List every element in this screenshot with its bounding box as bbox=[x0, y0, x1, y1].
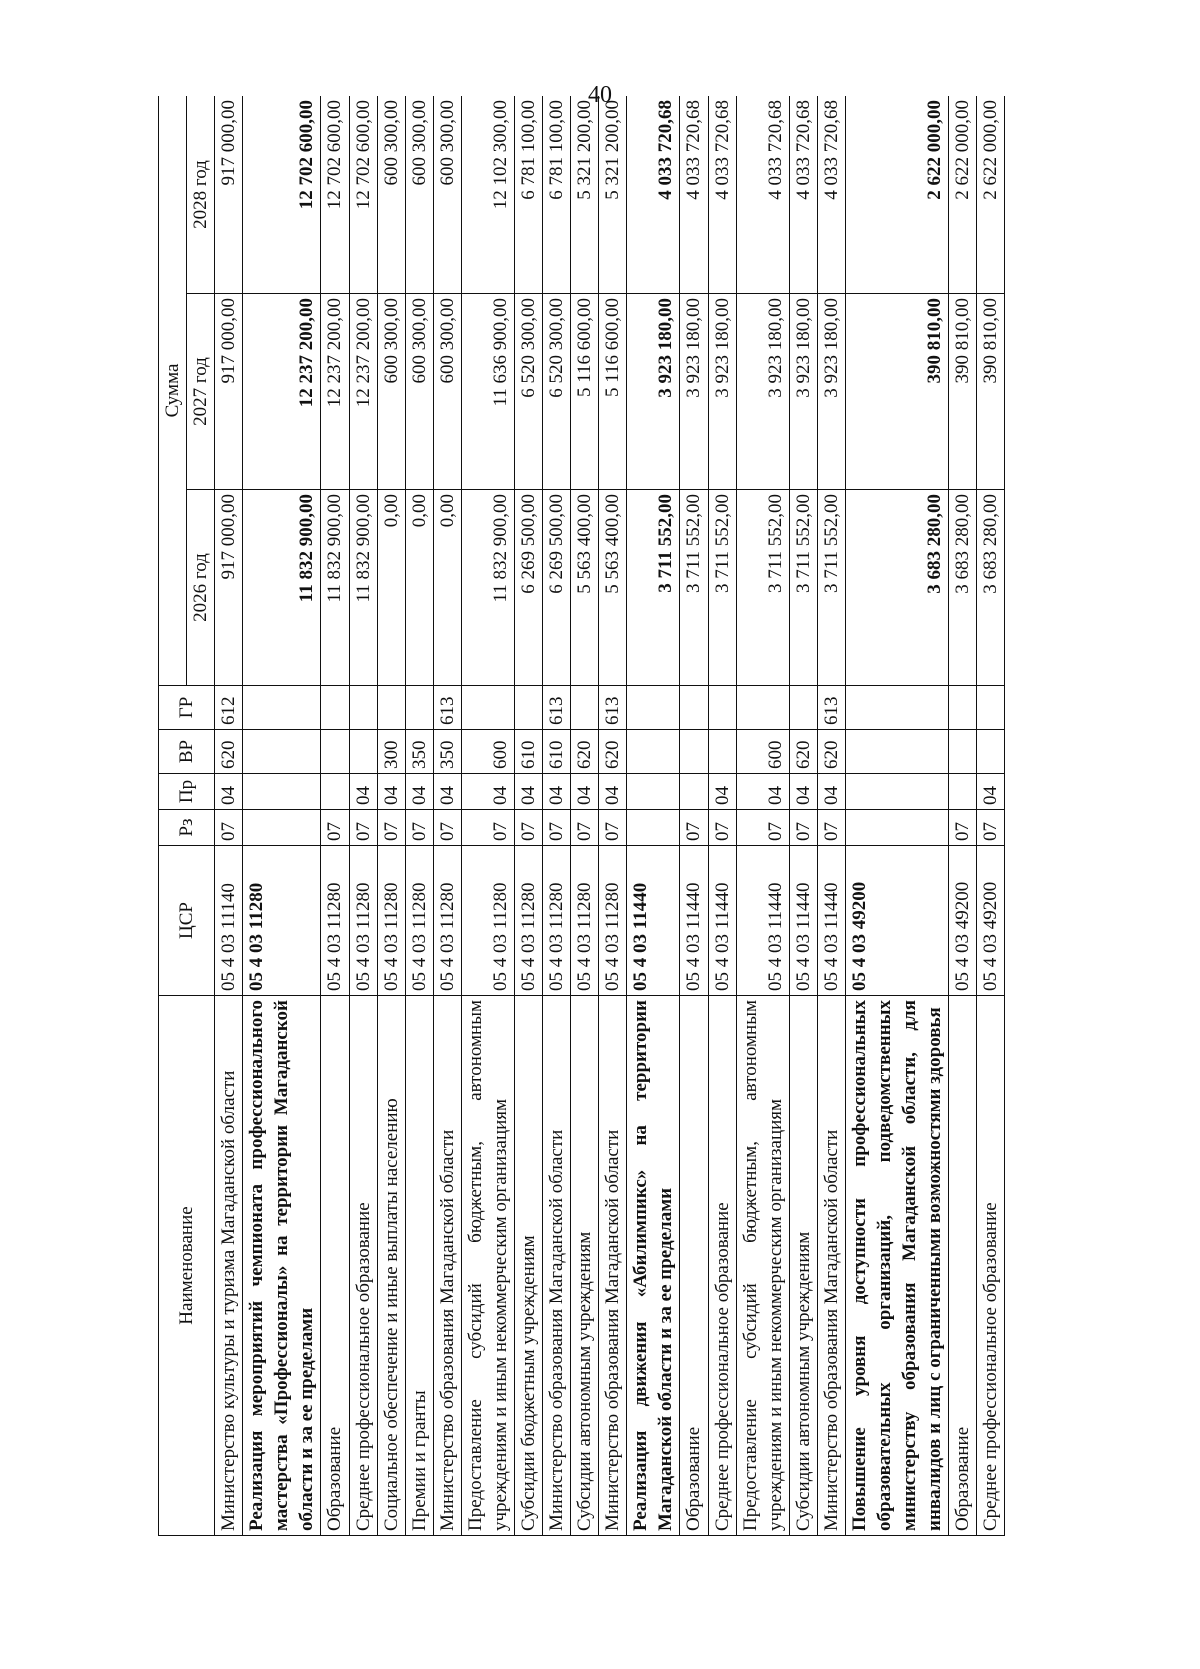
cell-2027: 3 923 180,00 bbox=[789, 294, 817, 490]
cell-name: Реализация мероприятий чемпионата профессионального мастерства «Профессионалы» на территории Магаданской области и за ее пределами bbox=[243, 996, 321, 1536]
header-pr: Пр bbox=[159, 774, 215, 810]
cell-2026: 3 711 552,00 bbox=[680, 490, 708, 686]
table-row bbox=[627, 96, 680, 1536]
cell-2026: 3 711 552,00 bbox=[627, 490, 680, 686]
cell-name: Предоставление субсидий бюджетным, автономным учреждениям и иным некоммерческим организациям bbox=[736, 996, 789, 1536]
cell-name: Министерство культуры и туризма Магаданской области bbox=[215, 996, 243, 1536]
cell-vr: 620 bbox=[599, 730, 627, 774]
cell-2028: 12 702 600,00 bbox=[349, 96, 377, 294]
cell-vr: 350 bbox=[433, 730, 461, 774]
cell-csr: 05 4 03 11440 bbox=[736, 846, 789, 996]
cell-2028: 2 622 000,00 bbox=[845, 96, 948, 294]
cell-rz: 07 bbox=[817, 810, 845, 846]
cell-pr: 04 bbox=[599, 774, 627, 810]
cell-vr: 620 bbox=[789, 730, 817, 774]
cell-rz: 07 bbox=[405, 810, 433, 846]
cell-vr: 600 bbox=[461, 730, 514, 774]
cell-rz: 07 bbox=[433, 810, 461, 846]
cell-vr bbox=[977, 730, 1005, 774]
cell-pr: 04 bbox=[571, 774, 599, 810]
cell-rz: 07 bbox=[708, 810, 736, 846]
cell-name: Среднее профессиональное образование bbox=[708, 996, 736, 1536]
cell-name: Субсидии бюджетным учреждениям bbox=[515, 996, 543, 1536]
cell-2027: 390 810,00 bbox=[845, 294, 948, 490]
cell-name: Субсидии автономным учреждениям bbox=[571, 996, 599, 1536]
budget-table bbox=[158, 96, 1005, 1536]
cell-gr bbox=[461, 686, 514, 730]
header-year-2026: 2026 год bbox=[187, 490, 215, 686]
cell-csr: 05 4 03 11280 bbox=[243, 846, 321, 996]
cell-2028: 4 033 720,68 bbox=[817, 96, 845, 294]
cell-vr bbox=[349, 730, 377, 774]
header-rz: Рз bbox=[159, 810, 215, 846]
cell-gr: 613 bbox=[433, 686, 461, 730]
cell-2027: 917 000,00 bbox=[215, 294, 243, 490]
cell-2026: 3 683 280,00 bbox=[845, 490, 948, 686]
cell-vr bbox=[243, 730, 321, 774]
cell-2027: 11 636 900,00 bbox=[461, 294, 514, 490]
cell-2026: 11 832 900,00 bbox=[349, 490, 377, 686]
table-row bbox=[708, 96, 736, 1536]
table-row bbox=[817, 96, 845, 1536]
cell-csr: 05 4 03 11440 bbox=[817, 846, 845, 996]
cell-name: Образование bbox=[321, 996, 349, 1536]
cell-csr: 05 4 03 11280 bbox=[321, 846, 349, 996]
cell-csr: 05 4 03 11280 bbox=[543, 846, 571, 996]
cell-vr: 620 bbox=[215, 730, 243, 774]
header-csr: ЦСР bbox=[159, 846, 215, 996]
cell-csr: 05 4 03 11140 bbox=[215, 846, 243, 996]
cell-csr: 05 4 03 11440 bbox=[708, 846, 736, 996]
page-number: 40 bbox=[588, 82, 612, 108]
cell-rz: 07 bbox=[543, 810, 571, 846]
cell-name: Среднее профессиональное образование bbox=[349, 996, 377, 1536]
cell-rz: 07 bbox=[736, 810, 789, 846]
cell-pr: 04 bbox=[405, 774, 433, 810]
cell-csr: 05 4 03 11280 bbox=[461, 846, 514, 996]
cell-rz bbox=[627, 810, 680, 846]
cell-2028: 600 300,00 bbox=[405, 96, 433, 294]
cell-pr: 04 bbox=[543, 774, 571, 810]
cell-vr bbox=[321, 730, 349, 774]
cell-2027: 3 923 180,00 bbox=[817, 294, 845, 490]
cell-2027: 600 300,00 bbox=[405, 294, 433, 490]
cell-csr: 05 4 03 11440 bbox=[680, 846, 708, 996]
cell-rz: 07 bbox=[377, 810, 405, 846]
cell-name: Среднее профессиональное образование bbox=[977, 996, 1005, 1536]
cell-csr: 05 4 03 11280 bbox=[433, 846, 461, 996]
cell-gr bbox=[977, 686, 1005, 730]
cell-2028: 4 033 720,68 bbox=[789, 96, 817, 294]
cell-gr bbox=[571, 686, 599, 730]
cell-csr: 05 4 03 11280 bbox=[515, 846, 543, 996]
cell-gr bbox=[405, 686, 433, 730]
cell-rz: 07 bbox=[349, 810, 377, 846]
cell-pr: 04 bbox=[349, 774, 377, 810]
cell-2028: 12 102 300,00 bbox=[461, 96, 514, 294]
cell-pr: 04 bbox=[433, 774, 461, 810]
cell-vr: 610 bbox=[543, 730, 571, 774]
cell-2026: 3 683 280,00 bbox=[949, 490, 977, 686]
cell-pr: 04 bbox=[789, 774, 817, 810]
cell-2026: 11 832 900,00 bbox=[461, 490, 514, 686]
cell-rz: 07 bbox=[571, 810, 599, 846]
cell-2026: 3 683 280,00 bbox=[977, 490, 1005, 686]
cell-rz: 07 bbox=[215, 810, 243, 846]
cell-2028: 917 000,00 bbox=[215, 96, 243, 294]
cell-name: Образование bbox=[680, 996, 708, 1536]
cell-rz: 07 bbox=[977, 810, 1005, 846]
table-row bbox=[949, 96, 977, 1536]
cell-rz: 07 bbox=[949, 810, 977, 846]
cell-name: Повышение уровня доступности профессиональных образовательных организаций, подведомственных министерству образования Магаданской области, для инвалидов и лиц с ограниченными возможностями здоровья bbox=[845, 996, 948, 1536]
cell-gr bbox=[377, 686, 405, 730]
cell-2028: 5 321 200,00 bbox=[599, 96, 627, 294]
cell-2026: 0,00 bbox=[377, 490, 405, 686]
cell-name: Реализация движения «Абилимпикс» на территории Магаданской области и за ее пределами bbox=[627, 996, 680, 1536]
cell-2026: 3 711 552,00 bbox=[708, 490, 736, 686]
cell-gr bbox=[627, 686, 680, 730]
header-vr: ВР bbox=[159, 730, 215, 774]
table-row bbox=[515, 96, 543, 1536]
cell-vr bbox=[708, 730, 736, 774]
cell-gr bbox=[789, 686, 817, 730]
cell-pr bbox=[321, 774, 349, 810]
cell-rz: 07 bbox=[789, 810, 817, 846]
cell-pr: 04 bbox=[817, 774, 845, 810]
cell-2026: 6 269 500,00 bbox=[543, 490, 571, 686]
cell-rz: 07 bbox=[321, 810, 349, 846]
cell-2026: 11 832 900,00 bbox=[243, 490, 321, 686]
cell-vr: 620 bbox=[571, 730, 599, 774]
cell-gr bbox=[321, 686, 349, 730]
header-year-2028: 2028 год bbox=[187, 96, 215, 294]
cell-gr: 613 bbox=[817, 686, 845, 730]
table-row bbox=[321, 96, 349, 1536]
cell-gr bbox=[845, 686, 948, 730]
cell-2026: 6 269 500,00 bbox=[515, 490, 543, 686]
table-row bbox=[215, 96, 243, 1536]
table-row bbox=[433, 96, 461, 1536]
cell-rz: 07 bbox=[461, 810, 514, 846]
cell-2028: 4 033 720,68 bbox=[736, 96, 789, 294]
table-header bbox=[159, 96, 215, 1536]
cell-2027: 3 923 180,00 bbox=[736, 294, 789, 490]
cell-pr: 04 bbox=[377, 774, 405, 810]
cell-pr: 04 bbox=[977, 774, 1005, 810]
cell-gr: 613 bbox=[599, 686, 627, 730]
rotated-table-frame bbox=[158, 96, 1064, 1536]
cell-2026: 3 711 552,00 bbox=[817, 490, 845, 686]
cell-csr: 05 4 03 11280 bbox=[599, 846, 627, 996]
cell-2027: 12 237 200,00 bbox=[321, 294, 349, 490]
cell-2028: 4 033 720,68 bbox=[708, 96, 736, 294]
cell-2026: 917 000,00 bbox=[215, 490, 243, 686]
cell-2027: 3 923 180,00 bbox=[708, 294, 736, 490]
cell-2028: 4 033 720,68 bbox=[627, 96, 680, 294]
cell-gr bbox=[349, 686, 377, 730]
cell-2026: 0,00 bbox=[405, 490, 433, 686]
cell-rz: 07 bbox=[515, 810, 543, 846]
cell-name: Министерство образования Магаданской области bbox=[599, 996, 627, 1536]
cell-2027: 6 520 300,00 bbox=[543, 294, 571, 490]
table-row bbox=[243, 96, 321, 1536]
cell-name: Субсидии автономным учреждениям bbox=[789, 996, 817, 1536]
cell-2028: 6 781 100,00 bbox=[515, 96, 543, 294]
cell-vr bbox=[627, 730, 680, 774]
cell-csr: 05 4 03 49200 bbox=[977, 846, 1005, 996]
cell-2026: 5 563 400,00 bbox=[599, 490, 627, 686]
cell-2026: 11 832 900,00 bbox=[321, 490, 349, 686]
cell-rz bbox=[845, 810, 948, 846]
header-sum: Сумма bbox=[159, 96, 187, 686]
cell-pr: 04 bbox=[736, 774, 789, 810]
header-year-2027: 2027 год bbox=[187, 294, 215, 490]
cell-csr: 05 4 03 49200 bbox=[949, 846, 977, 996]
cell-pr: 04 bbox=[215, 774, 243, 810]
cell-vr: 610 bbox=[515, 730, 543, 774]
table-row bbox=[349, 96, 377, 1536]
cell-gr bbox=[243, 686, 321, 730]
cell-2027: 5 116 600,00 bbox=[599, 294, 627, 490]
cell-pr bbox=[243, 774, 321, 810]
cell-pr: 04 bbox=[708, 774, 736, 810]
cell-2028: 2 622 000,00 bbox=[977, 96, 1005, 294]
rotated-page-content bbox=[158, 96, 1064, 1536]
cell-pr bbox=[627, 774, 680, 810]
cell-2027: 5 116 600,00 bbox=[571, 294, 599, 490]
cell-csr: 05 4 03 49200 bbox=[845, 846, 948, 996]
cell-rz: 07 bbox=[599, 810, 627, 846]
cell-name: Предоставление субсидий бюджетным, автономным учреждениям и иным некоммерческим организациям bbox=[461, 996, 514, 1536]
cell-2027: 390 810,00 bbox=[977, 294, 1005, 490]
table-row bbox=[543, 96, 571, 1536]
cell-2027: 3 923 180,00 bbox=[680, 294, 708, 490]
cell-gr bbox=[736, 686, 789, 730]
cell-2027: 12 237 200,00 bbox=[349, 294, 377, 490]
cell-name: Министерство образования Магаданской области bbox=[543, 996, 571, 1536]
cell-2027: 390 810,00 bbox=[949, 294, 977, 490]
cell-name: Социальное обеспечение и иные выплаты населению bbox=[377, 996, 405, 1536]
cell-csr: 05 4 03 11280 bbox=[377, 846, 405, 996]
table-row bbox=[571, 96, 599, 1536]
cell-gr: 613 bbox=[543, 686, 571, 730]
cell-2027: 3 923 180,00 bbox=[627, 294, 680, 490]
cell-vr bbox=[680, 730, 708, 774]
cell-name: Премии и гранты bbox=[405, 996, 433, 1536]
table-row bbox=[599, 96, 627, 1536]
cell-2028: 2 622 000,00 bbox=[949, 96, 977, 294]
cell-rz: 07 bbox=[680, 810, 708, 846]
cell-gr bbox=[949, 686, 977, 730]
cell-pr bbox=[949, 774, 977, 810]
cell-vr bbox=[845, 730, 948, 774]
header-gr: ГР bbox=[159, 686, 215, 730]
cell-2026: 0,00 bbox=[433, 490, 461, 686]
table-row bbox=[680, 96, 708, 1536]
cell-2028: 600 300,00 bbox=[377, 96, 405, 294]
cell-2027: 6 520 300,00 bbox=[515, 294, 543, 490]
cell-vr: 300 bbox=[377, 730, 405, 774]
cell-2028: 6 781 100,00 bbox=[543, 96, 571, 294]
cell-vr: 600 bbox=[736, 730, 789, 774]
cell-2028: 12 702 600,00 bbox=[243, 96, 321, 294]
cell-2026: 3 711 552,00 bbox=[736, 490, 789, 686]
cell-csr: 05 4 03 11440 bbox=[627, 846, 680, 996]
cell-gr bbox=[708, 686, 736, 730]
table-body bbox=[215, 96, 1005, 1536]
cell-2028: 12 702 600,00 bbox=[321, 96, 349, 294]
cell-vr bbox=[949, 730, 977, 774]
cell-pr: 04 bbox=[515, 774, 543, 810]
cell-csr: 05 4 03 11280 bbox=[349, 846, 377, 996]
cell-2027: 600 300,00 bbox=[377, 294, 405, 490]
cell-gr bbox=[515, 686, 543, 730]
cell-gr bbox=[680, 686, 708, 730]
cell-2027: 600 300,00 bbox=[433, 294, 461, 490]
cell-2028: 600 300,00 bbox=[433, 96, 461, 294]
cell-gr: 612 bbox=[215, 686, 243, 730]
table-row bbox=[377, 96, 405, 1536]
table-row bbox=[845, 96, 948, 1536]
cell-pr bbox=[680, 774, 708, 810]
cell-2026: 5 563 400,00 bbox=[571, 490, 599, 686]
cell-vr: 620 bbox=[817, 730, 845, 774]
cell-name: Образование bbox=[949, 996, 977, 1536]
cell-2028: 4 033 720,68 bbox=[680, 96, 708, 294]
table-row bbox=[977, 96, 1005, 1536]
cell-vr: 350 bbox=[405, 730, 433, 774]
table-row bbox=[789, 96, 817, 1536]
table-row bbox=[405, 96, 433, 1536]
table-row bbox=[461, 96, 514, 1536]
cell-rz bbox=[243, 810, 321, 846]
cell-name: Министерство образования Магаданской области bbox=[817, 996, 845, 1536]
cell-2027: 12 237 200,00 bbox=[243, 294, 321, 490]
cell-2028: 5 321 200,00 bbox=[571, 96, 599, 294]
cell-pr bbox=[845, 774, 948, 810]
table-row bbox=[736, 96, 789, 1536]
cell-2026: 3 711 552,00 bbox=[789, 490, 817, 686]
cell-pr: 04 bbox=[461, 774, 514, 810]
cell-csr: 05 4 03 11280 bbox=[405, 846, 433, 996]
header-name: Наименование bbox=[159, 996, 215, 1536]
cell-csr: 05 4 03 11440 bbox=[789, 846, 817, 996]
cell-csr: 05 4 03 11280 bbox=[571, 846, 599, 996]
cell-name: Министерство образования Магаданской области bbox=[433, 996, 461, 1536]
